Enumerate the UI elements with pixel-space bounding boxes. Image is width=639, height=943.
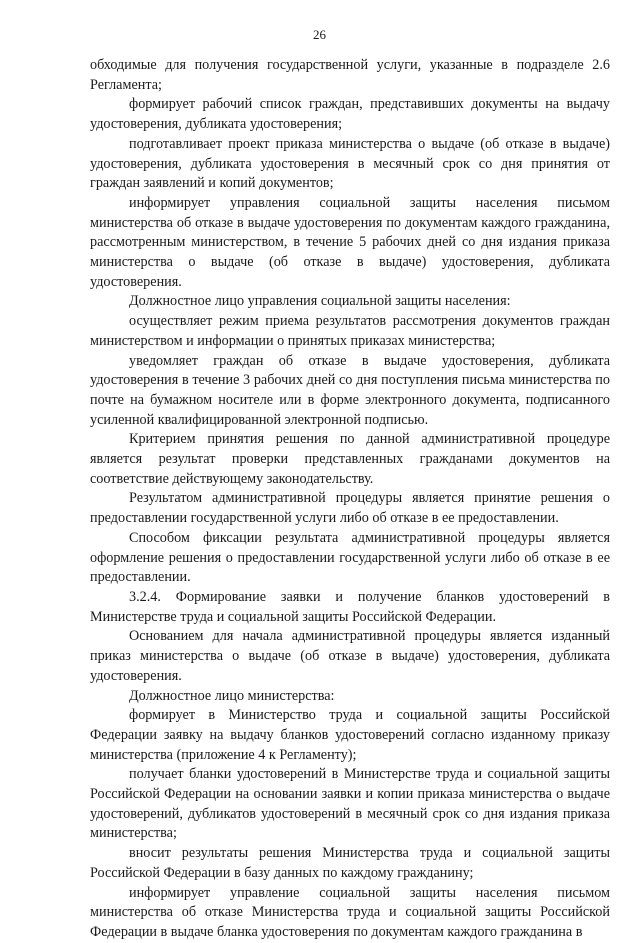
- paragraph: получает бланки удостоверений в Министерстве труда и социальной защиты Российской Федерации на основании заявки и копии приказа министерства о выдаче удостоверений, дубликатов удостоверений в месячный срок со дня издания приказа министерства;: [90, 766, 610, 842]
- paragraph: подготавливает проект приказа министерства о выдаче (об отказе в выдаче) удостоверения, дубликата удостоверения в месячный срок со дня принятия от граждан заявлений и копий документов;: [90, 135, 610, 192]
- document-body: [90, 56, 610, 943]
- paragraph: формирует в Министерство труда и социальной защиты Российской Федерации заявку на выдачу бланков удостоверений согласно изданному приказу министерства (приложение 4 к Регламенту);: [90, 707, 610, 763]
- paragraph: Должностное лицо министерства:: [129, 687, 335, 704]
- paragraph: формирует рабочий список граждан, представивших документы на выдачу удостоверения, дубликата удостоверения;: [90, 96, 610, 133]
- paragraph: Способом фиксации результата административной процедуры является оформление решения о предоставлении государственной услуги либо об отказе в ее предоставлении.: [90, 529, 610, 586]
- section-heading: 3.2.4. Формирование заявки и получение бланков удостоверений в Министерстве труда и социальной защиты Российской Федерации.: [90, 588, 610, 625]
- paragraph: Должностное лицо управления социальной защиты населения:: [129, 293, 511, 310]
- paragraph: осуществляет режим приема результатов рассмотрения документов граждан министерством и информации о принятых приказах министерства;: [90, 313, 610, 349]
- paragraph: обходимые для получения государственной услуги, указанные в подразделе 2.6 Регламента;: [90, 57, 610, 93]
- paragraph: уведомляет граждан об отказе в выдаче удостоверения, дубликата удостоверения в течение 3 рабочих дней со дня поступления письма министерства по почте на бумажном носителе или в форме электронного документа, подписанного усиленной квалифицированной электронной подписью.: [90, 352, 610, 428]
- paragraph: информирует управления социальной защиты населения письмом министерства об отказе в выдаче удостоверения по документам каждого гражданина, рассмотренным министерством, в течение 5 рабочих дней со дня издания приказа министерства о выдаче (об отказе в выдаче) удостоверения, дубликата удостоверения.: [90, 194, 610, 290]
- paragraph: Основанием для начала административной процедуры является изданный приказ министерства о выдаче (об отказе в выдаче) удостоверения, дубликата удостоверения.: [90, 628, 610, 684]
- paragraph: информирует управление социальной защиты населения письмом министерства об отказе Министерства труда и социальной защиты Российской Федерации в выдаче бланка удостоверения по документам каждого гражданина в: [90, 884, 610, 940]
- paragraph: Критерием принятия решения по данной административной процедуре является результат проверки представленных гражданами документов на соответствие действующему законодательству.: [90, 431, 610, 487]
- page-number: 26: [313, 27, 326, 42]
- paragraph: вносит результаты решения Министерства труда и социальной защиты Российской Федерации в базу данных по каждому гражданину;: [90, 845, 610, 881]
- paragraph: Результатом административной процедуры является принятие решения о предоставлении государственной услуги либо об отказе в ее предоставлении.: [90, 490, 610, 527]
